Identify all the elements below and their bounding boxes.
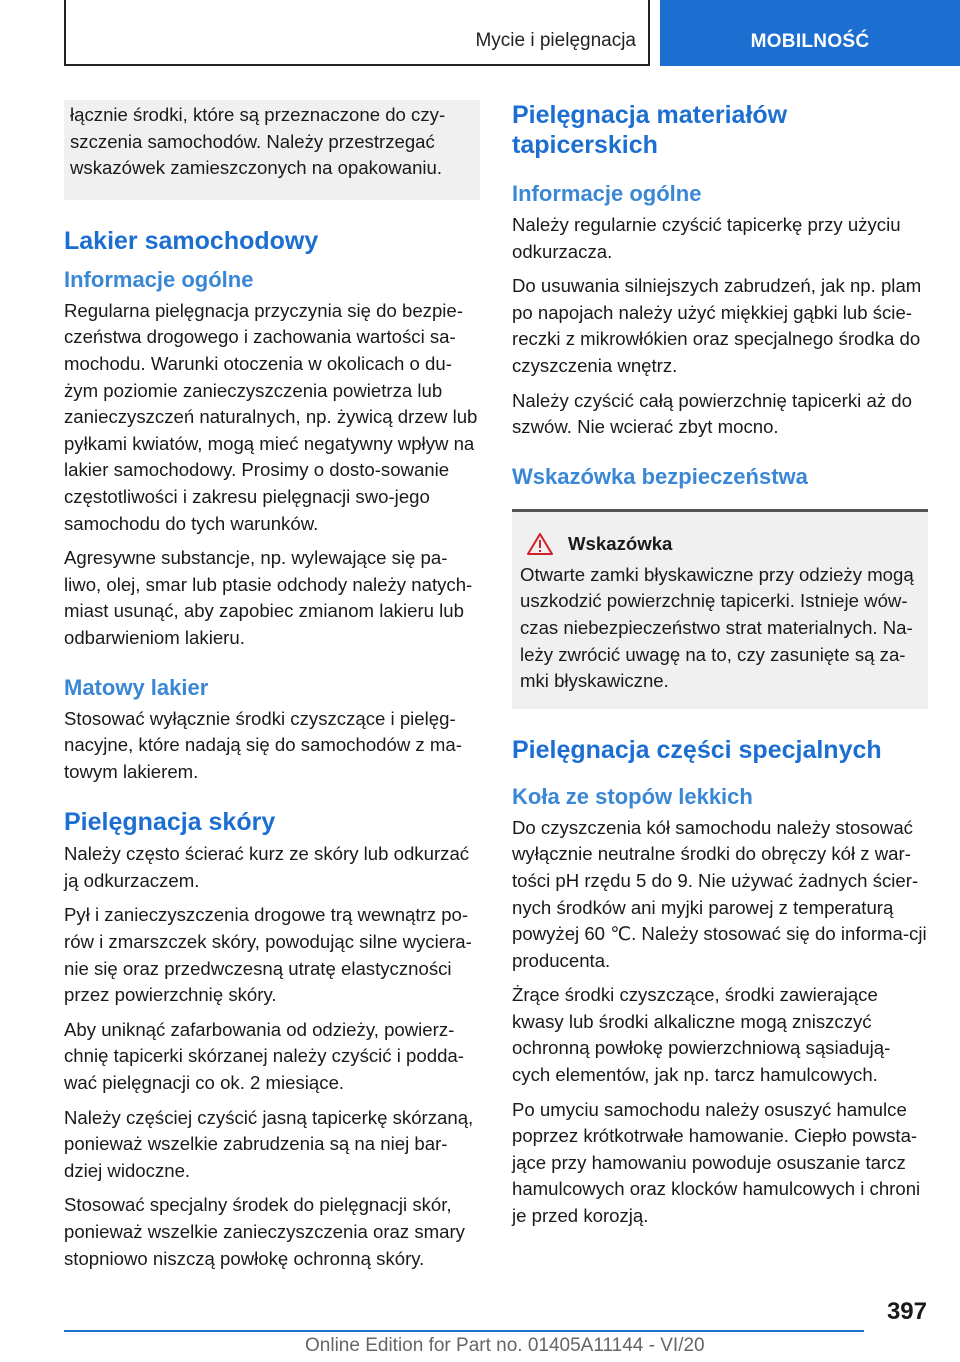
intro-text: łącznie środki, które są przeznaczone do czy-szczenia samochodów. Należy przestrzegać wskazówek zamieszczonych na opakowaniu. <box>70 104 446 179</box>
paragraph: Należy często ścierać kurz ze skóry lub odkurzać ją odkurzaczem. <box>64 843 470 891</box>
subheading-alloy-wheels: Koła ze stopów lekkich <box>512 783 753 809</box>
heading-special-parts: Pielęgnacja części specjalnych <box>512 735 882 764</box>
warning-header <box>520 532 922 556</box>
subheading-general-info: Informacje ogólne <box>64 266 254 292</box>
paragraph: Regularna pielęgnacja przyczynia się do bezpie-czeństwa drogowego i zachowania wartości sa-mochodu. Warunki otoczenia w okolicach o du-żym poziomie zanieczyszczenia powietrza lub zanieczyszczeń naturalnych, np. żywicą drzew lub pyłkami kwiatów, mogą mieć negatywny wpływ na lakier samochodowy. Prosimy o dosto-sowanie częstotliwości i zakresu pielęgnacji swo-jego samochodu do tych warunków. <box>64 299 478 534</box>
section-title: Mycie i pielęgnacja <box>475 30 636 51</box>
intro-box <box>64 100 480 200</box>
paragraph: Po umyciu samochodu należy osuszyć hamulce poprzez krótkotrwałe hamowanie. Ciepło powsta-jące przy hamowaniu powoduje osuszanie tarcz hamulcowych oraz klocków hamulcowych i chroni je przed korozją. <box>512 1098 921 1227</box>
paragraph: Do czyszczenia kół samochodu należy stosować wyłącznie neutralne środki do obręczy kół z war-tości pH rzędu 5 do 9. Nie używać żadnych ścier-nych środków ani myjki parowej z temperaturą powyżej 60 ℃. Należy stosować się do informa-cji producenta. <box>512 816 927 971</box>
right-column <box>512 100 928 1238</box>
heading-upholstery-care: Pielęgnacja materiałów tapicerskich <box>512 101 788 159</box>
paragraph: Żrące środki czyszczące, środki zawierające kwasy lub środki alkaliczne mogą zniszczyć ochronną powłokę powierzchniową sąsiadują-cych elementów, jak np. tarcz hamulcowych. <box>512 984 891 1086</box>
paragraph: Pył i zanieczyszczenia drogowe trą wewnątrz po-rów i zmarszczek skóry, powodując silne wyciera-nie się oraz przedwczesną utratę elastyczności przez powierzchnię skóry. <box>64 904 472 1006</box>
subheading-safety-note: Wskazówka bezpieczeństwa <box>512 463 808 489</box>
warning-title: Wskazówka <box>568 532 673 554</box>
paragraph: Stosować wyłącznie środki czyszczące i pielęg-nacyjne, które nadają się do samochodów z ma-towym lakierem. <box>64 707 462 782</box>
heading-leather-care: Pielęgnacja skóry <box>64 808 276 837</box>
paragraph: Do usuwania silniejszych zabrudzeń, jak np. plam po napojach należy użyć miękkiej gąbki lub ście-reczki z mikrowłókien oraz specjalnego środka do czyszczenia wnętrz. <box>512 275 922 376</box>
paragraph: Aby uniknąć zafarbowania od odzieży, powierz-chnię tapicerki skórzanej należy czyścić i podda-wać pielęgnacji co ok. 2 miesiące. <box>64 1018 464 1094</box>
paragraph: Należy częściej czyścić jasną tapicerkę skórzaną, ponieważ wszelkie zabrudzenia są na niej bar-dziej widoczne. <box>64 1106 474 1181</box>
subheading-general-info: Informacje ogólne <box>512 181 702 206</box>
paragraph: Należy regularnie czyścić tapicerkę przy użyciu odkurzacza. <box>512 214 901 262</box>
paragraph: Agresywne substancje, np. wylewające się pa-liwo, olej, smar lub ptasie odchody należy natych-miast usunąć, aby zapobiec zmianom lakieru lub odbarwieniom lakieru. <box>64 547 473 648</box>
warning-box <box>512 509 928 709</box>
subheading-matte-paint: Matowy lakier <box>64 674 209 700</box>
chapter-tab-label: MOBILNOŚĆ <box>750 31 870 52</box>
paragraph: Należy czyścić całą powierzchnię tapicerki aż do szwów. Nie wcierać zbyt mocno. <box>512 389 912 438</box>
footer-rule <box>64 1330 864 1332</box>
header-bottom-rule <box>64 64 650 66</box>
chapter-tab <box>660 0 960 66</box>
page-header <box>0 0 960 66</box>
footer-edition: Online Edition for Part no. 01405A11144 - VI/20 <box>305 1335 705 1356</box>
warning-text: Otwarte zamki błyskawiczne przy odzieży mogą uszkodzić powierzchnię tapicerki. Istnieje wów-czas niebezpieczeństwo strat materialnych. Na-leży zwrócić uwagę na to, czy zasunięte są za-mki błyskawiczne. <box>520 563 914 692</box>
warning-triangle-icon <box>526 532 554 556</box>
left-column <box>64 100 480 1280</box>
header-separator <box>648 0 650 66</box>
paragraph: Stosować specjalny środek do pielęgnacji skór, ponieważ wszelkie zanieczyszczenia oraz smary stopniowo niszczą powłokę ochronną skóry. <box>64 1194 465 1269</box>
header-left-rule <box>64 0 66 66</box>
heading-car-paint: Lakier samochodowy <box>64 226 319 255</box>
page-number: 397 <box>886 1298 927 1325</box>
